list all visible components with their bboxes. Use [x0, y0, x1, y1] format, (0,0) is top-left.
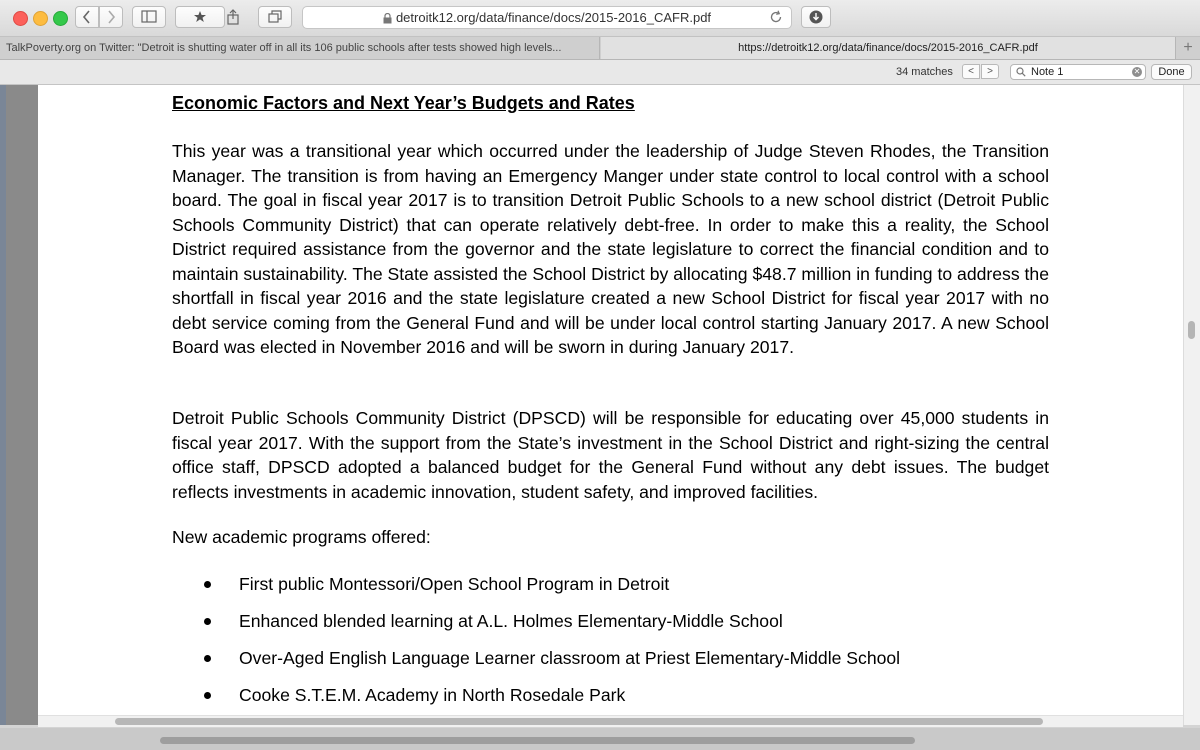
pdf-left-gutter — [0, 85, 38, 725]
done-button[interactable]: Done — [1151, 64, 1192, 80]
bullet-icon — [204, 581, 211, 588]
lock-icon — [383, 13, 392, 24]
share-button[interactable] — [216, 6, 250, 28]
browser-toolbar — [0, 0, 1200, 37]
search-icon — [1016, 67, 1026, 77]
list-item — [172, 572, 900, 609]
share-icon — [226, 9, 240, 25]
next-match-button[interactable]: > — [981, 64, 999, 79]
window-bottom-scrollbar[interactable] — [0, 728, 1200, 750]
tab-cafr-pdf[interactable]: https://detroitk12.org/data/finance/docs/2015-2016_CAFR.pdf — [601, 37, 1175, 59]
new-tab-button[interactable]: + — [1175, 37, 1200, 59]
previous-match-button[interactable]: < — [962, 64, 980, 79]
reload-icon[interactable] — [769, 10, 783, 24]
sidebar-icon — [141, 10, 157, 23]
find-input[interactable] — [1010, 64, 1146, 80]
tab-bar — [0, 37, 1200, 60]
close-window-button[interactable] — [13, 11, 28, 26]
vertical-scrollbar[interactable] — [1183, 85, 1200, 725]
url-text: detroitk12.org/data/finance/docs/2015-2016_CAFR.pdf — [395, 10, 712, 25]
list-item-text: First public Montessori/Open School Program in Detroit — [239, 574, 670, 594]
list-item-text: Over-Aged English Language Learner classroom at Priest Elementary-Middle School — [239, 648, 901, 668]
horizontal-scrollbar[interactable] — [38, 715, 1183, 727]
tab-twitter[interactable]: TalkPoverty.org on Twitter: "Detroit is shutting water off in all its 106 public schools after tests showed high levels... — [0, 37, 600, 59]
vertical-scroll-thumb[interactable] — [1188, 321, 1195, 339]
paragraph-transition: This year was a transitional year which occurred under the leadership of Judge Steven Rhodes, the Transition Manager. The transition is from having an Emergency Manger under state control to local control with a school board. The goal in fiscal year 2017 is to transition Detroit Public Schools to a new school district (Detroit Public Schools Community District) that can operate relatively debt-free. In order to make this a reality, the School District required assistance from the governor and the state legislature to correct the financial condition and to maintain sustainability. The State assisted the School District by allocating $48.7 million in funding to address the shortfall in fiscal year 2016 and the state legislature created a new School District for fiscal year 2017 with no debt service coming from the General Fund and will be under local control starting January 2017. A new School Board was elected in November 2016 and will be sworn in during January 2017. — [172, 141, 1049, 357]
list-item-text: Enhanced blended learning at A.L. Holmes Elementary-Middle School — [239, 611, 783, 631]
minimize-window-button[interactable] — [33, 11, 48, 26]
bottom-scroll-thumb[interactable] — [160, 737, 915, 744]
match-count: 34 matches — [896, 66, 953, 78]
sidebar-button[interactable] — [132, 6, 166, 28]
tabs-icon — [268, 10, 282, 23]
forward-button[interactable] — [99, 6, 123, 28]
back-button[interactable] — [75, 6, 99, 28]
list-item-text: Cooke S.T.E.M. Academy in North Rosedale Park — [239, 685, 626, 705]
tabs-overview-button[interactable] — [258, 6, 292, 28]
download-icon — [809, 10, 823, 24]
pdf-page — [38, 85, 1183, 725]
chevron-right-icon — [106, 10, 116, 24]
clear-search-icon[interactable]: ✕ — [1133, 67, 1141, 76]
star-icon — [193, 10, 207, 23]
bullet-icon — [204, 692, 211, 699]
maximize-window-button[interactable] — [53, 11, 68, 26]
paragraph-dpscd: Detroit Public Schools Community District (DPSCD) will be responsible for educating over 45,000 students in fiscal year 2017. With the support from the State’s investment in the School District and right-sizing the central office staff, DPSCD adopted a balanced budget for the General Fund without any debt issues. The budget reflects investments in academic innovation, student safety, and improved facilities. — [172, 408, 1049, 502]
programs-list — [172, 572, 900, 720]
list-item — [172, 609, 900, 646]
address-bar[interactable] — [302, 6, 792, 29]
find-bar — [0, 60, 1200, 85]
horizontal-scroll-thumb[interactable] — [115, 718, 1043, 725]
programs-intro: New academic programs offered: — [172, 527, 431, 547]
bullet-icon — [204, 655, 211, 662]
find-query: Note 1 — [1031, 66, 1064, 78]
downloads-button[interactable] — [801, 6, 831, 28]
list-item — [172, 646, 900, 683]
chevron-left-icon — [82, 10, 92, 24]
bullet-icon — [204, 618, 211, 625]
section-heading: Economic Factors and Next Year’s Budgets and Rates — [172, 93, 635, 113]
